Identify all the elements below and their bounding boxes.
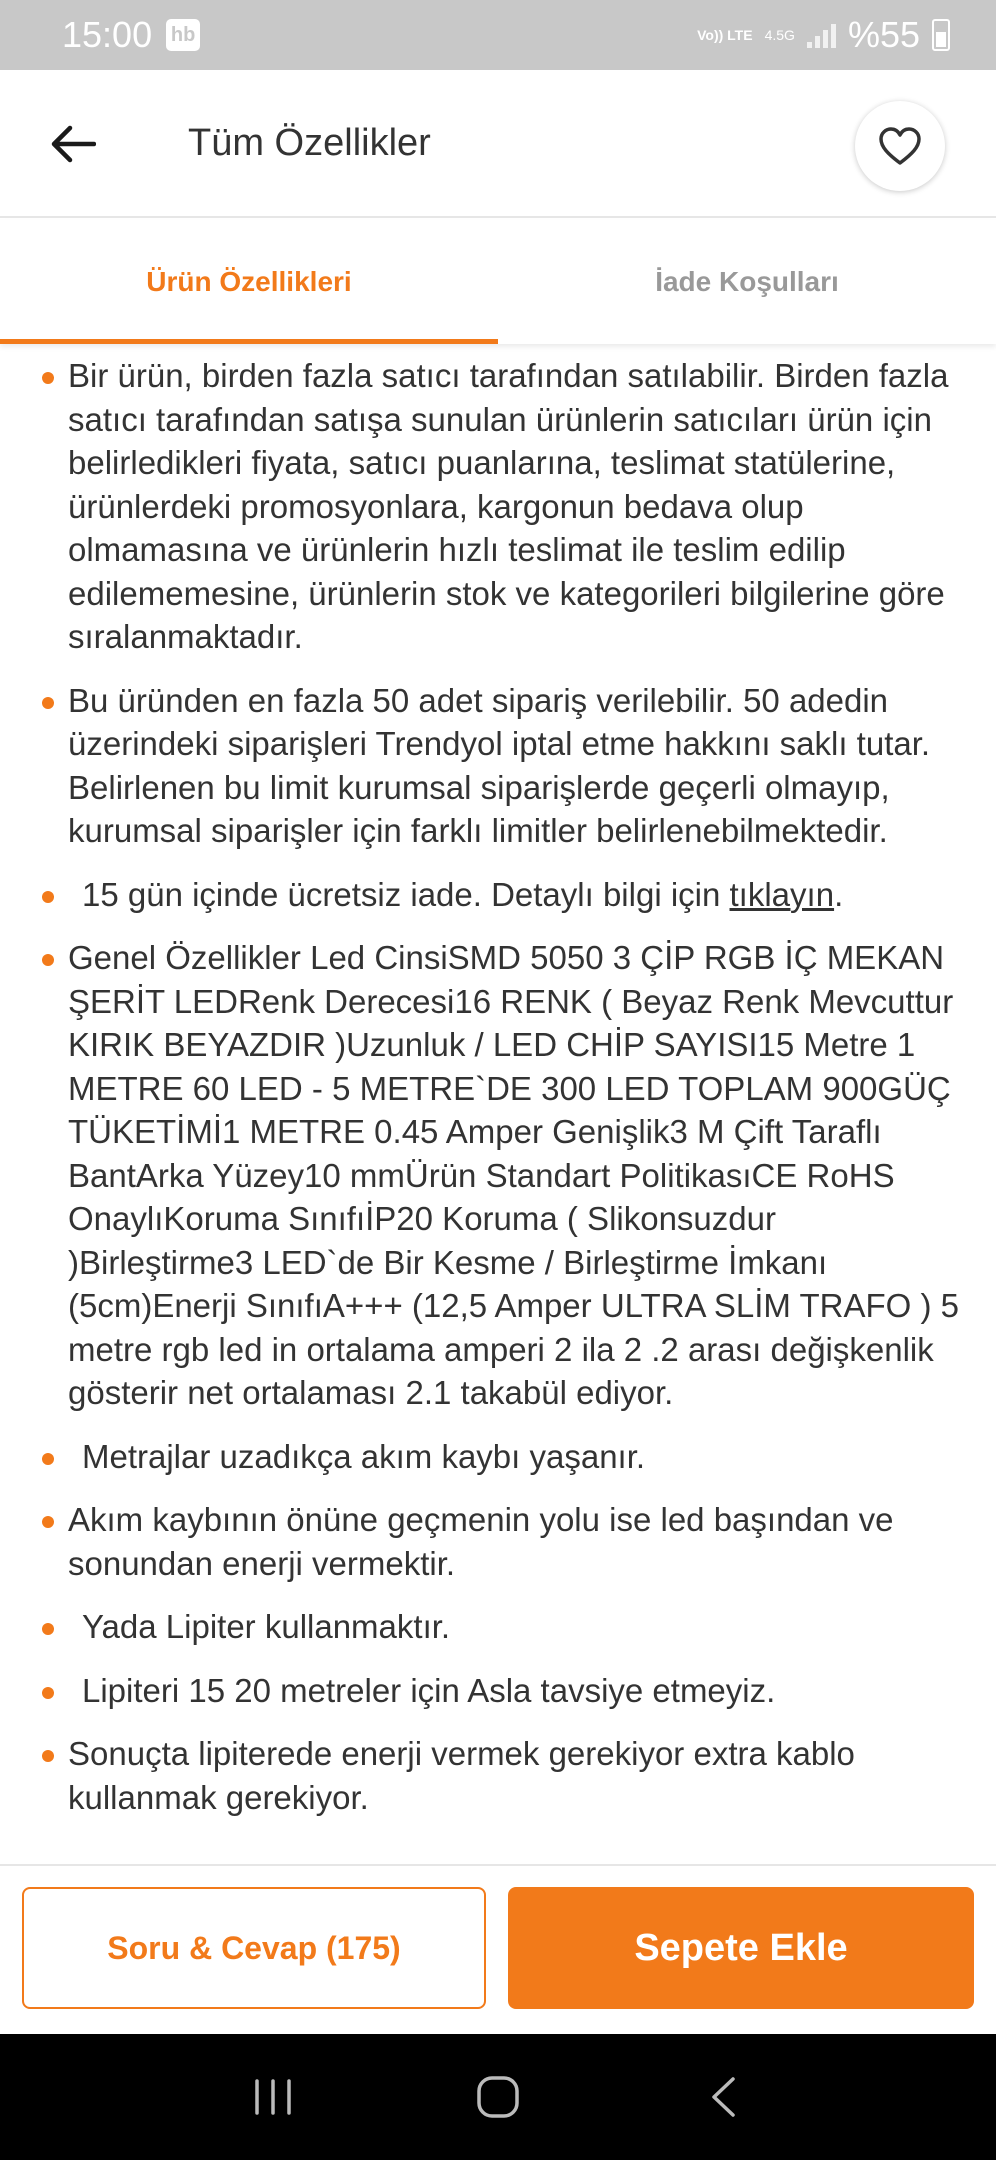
tab-bar [0,220,996,344]
heart-icon [878,126,922,166]
list-item [42,1605,966,1649]
action-bar [0,1864,996,2034]
back-chevron-icon [708,2075,738,2119]
app-header [0,70,996,218]
list-item [42,1732,966,1819]
list-item-text: Bu üründen en fazla 50 adet sipariş verilebilir. 50 adedin üzerindeki siparişleri Trendyol iptal etme hakkını saklı tutar. Belirlenen bu limit kurumsal siparişlerde geçerli olmayıp, kurumsal siparişler için farklı limitler belirlenebilmektedir. [68,681,931,849]
recents-icon [251,2077,295,2117]
list-item-text: 15 gün içinde ücretsiz iade. Detaylı bilgi için [82,875,721,913]
battery-level: %55 [847,14,920,55]
list-item-text: Yada Lipiter kullanmaktır. [82,1608,451,1645]
list-item-text: Metrajlar uzadıkça akım kaybı yaşanır. [82,1437,646,1475]
home-button[interactable] [458,2057,538,2137]
list-item [42,936,966,1415]
system-back-button[interactable] [683,2057,763,2137]
tab-product-features[interactable]: Ürün Özellikleri [0,220,498,344]
list-item [42,1669,966,1713]
home-icon [475,2074,521,2120]
battery-icon [932,19,950,51]
list-item [42,679,966,853]
network-type: 4.5G [764,27,795,43]
questions-answers-button[interactable]: Soru & Cevap (175) [22,1887,486,2009]
list-item [42,1435,966,1479]
status-bar [0,0,996,70]
status-indicators [697,14,950,56]
add-to-cart-button[interactable]: Sepete Ekle [508,1887,974,2009]
back-button[interactable] [40,112,104,176]
list-item [42,873,966,917]
features-list [0,344,996,1819]
volte-icon: Vo)) LTE [697,27,753,43]
features-content [0,344,996,1864]
arrow-left-icon [48,124,96,164]
list-item-text: Bir ürün, birden fazla satıcı tarafından satılabilir. Birden fazla satıcı tarafından satışa sunulan ürünlerin satıcıları ürün için belirledikleri fiyata, satıcı puanlarına, teslimat statülerine, ürünlerdeki promosyonlara, kargonun bedava olup olmamasına ve ürünlerin hızlı teslimat ile teslim edilip edilememesine, ürünlerin stok ve kategorileri bilgilerine göre sıralanmaktadır. [68,357,949,655]
list-item [42,354,966,659]
signal-icon [807,22,836,48]
recents-button[interactable] [233,2057,313,2137]
list-item-text: Sonuçta lipiterede enerji vermek gerekiyor extra kablo kullanmak gerekiyor. [68,1735,855,1816]
list-item-text: Lipiteri 15 20 metreler için Asla tavsiye etmeyiz. [82,1671,776,1709]
app-badge-icon: hb [166,19,200,51]
page-title: Tüm Özellikler [188,122,431,164]
status-time: 15:00 [62,14,153,55]
system-nav-bar [0,2034,996,2160]
list-item [42,1498,966,1585]
return-info-link[interactable]: tıklayın [729,875,835,913]
list-item-text: Akım kaybının önüne geçmenin yolu ise led başından ve sonundan enerji vermektir. [68,1501,894,1582]
list-item-text: Genel Özellikler Led CinsiSMD 5050 3 ÇİP RGB İÇ MEKAN ŞERİT LEDRenk Derecesi16 RENK ( Beyaz Renk Mevcuttur KIRIK BEYAZDIR )Uzunluk / LED CHİP SAYISI15 Metre 1 METRE 60 LED - 5 METRE`DE 300 LED TOPLAM 900GÜÇ TÜKETİMİ1 METRE 0.45 Amper Genişlik3 M Çift Taraflı BantArka Yüzey10 mmÜrün Standart PolitikasıCE RoHS OnaylıKoruma SınıfıİP20 Koruma ( Slikonsuzdur )Birleştirme3 LED`de Bir Kesme / Birleştirme İmkanı (5cm)Enerji SınıfıA+++ (12,5 Amper ULTRA SLİM TRAFO ) 5 metre rgb led in ortalama amperi 2 ila 2 .2 arası değişkenlik gösterir net ortalaması 2.1 takabül ediyor. [68,939,959,1411]
favorite-button[interactable] [855,101,945,191]
tab-return-conditions[interactable]: İade Koşulları [655,266,839,297]
list-item-punct: . [834,875,844,913]
